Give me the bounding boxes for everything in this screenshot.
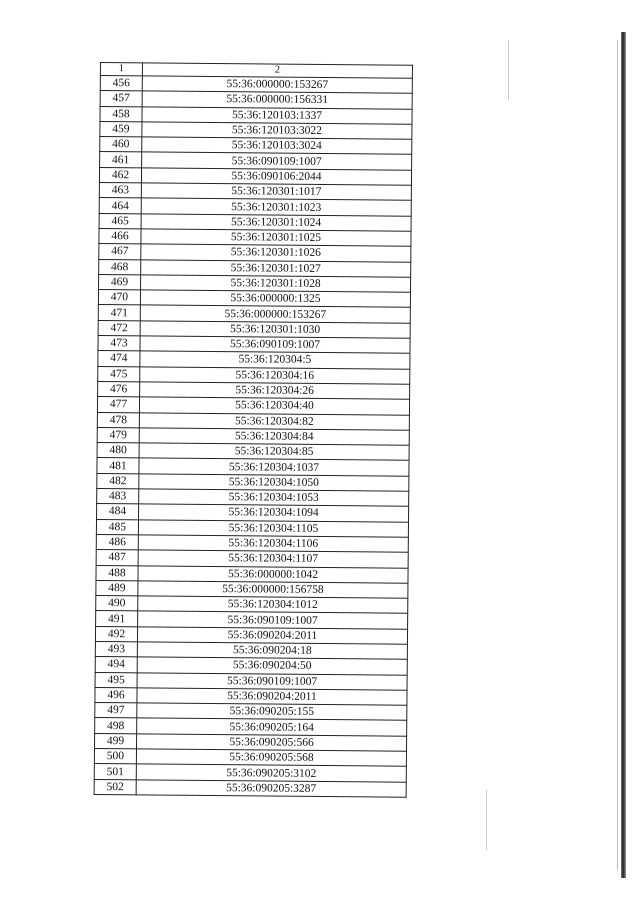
- scan-noise: [508, 40, 509, 100]
- cadastral-number-cell: 55:36:000000:153267: [142, 76, 412, 94]
- scan-noise: [486, 790, 487, 850]
- cadastral-number-cell: 55:36:120304:1107: [138, 550, 408, 568]
- row-number-cell: 470: [98, 290, 140, 306]
- row-number-cell: 493: [95, 641, 137, 657]
- row-number-cell: 487: [96, 550, 138, 566]
- row-number-cell: 500: [94, 749, 136, 765]
- cadastral-number-table: [94, 62, 413, 798]
- cadastral-number-cell: 55:36:120301:1023: [141, 198, 411, 216]
- row-number-cell: 458: [100, 106, 142, 122]
- table-body: [94, 63, 412, 798]
- cadastral-number-cell: 55:36:090204:2011: [137, 627, 407, 645]
- row-number-cell: 476: [98, 381, 140, 397]
- cadastral-number-cell: 55:36:120301:1025: [141, 229, 411, 247]
- cadastral-number-cell: 55:36:090109:1007: [142, 152, 412, 170]
- cadastral-number-cell: 55:36:000000:156331: [142, 91, 412, 109]
- cadastral-number-cell: 55:36:120304:16: [140, 366, 410, 384]
- row-number-cell: 497: [95, 703, 137, 719]
- cadastral-number-cell: 55:36:120301:1026: [141, 244, 411, 262]
- row-number-cell: 473: [98, 336, 140, 352]
- cadastral-number-cell: 55:36:120301:1027: [141, 259, 411, 277]
- row-number-cell: 501: [94, 764, 136, 780]
- cadastral-number-cell: 55:36:120304:1053: [139, 489, 409, 507]
- row-number-cell: 481: [97, 458, 139, 474]
- cadastral-number-cell: 55:36:120304:1094: [139, 504, 409, 522]
- cadastral-number-cell: 55:36:120304:1037: [139, 458, 409, 476]
- row-number-cell: 463: [99, 183, 141, 199]
- row-number-cell: 489: [96, 580, 138, 596]
- column-header-cadastral: 2: [142, 63, 412, 78]
- column-header-number: 1: [100, 63, 142, 76]
- cadastral-number-cell: 55:36:090109:1007: [137, 672, 407, 690]
- cadastral-number-cell: 55:36:090205:3102: [136, 764, 406, 782]
- row-number-cell: 465: [99, 213, 141, 229]
- row-number-cell: 461: [100, 152, 142, 168]
- row-number-cell: 480: [97, 443, 139, 459]
- scan-border-line-thin: [617, 40, 618, 870]
- cadastral-number-cell: 55:36:120304:1105: [138, 519, 408, 537]
- cadastral-number-cell: 55:36:090109:1007: [138, 611, 408, 629]
- cadastral-number-cell: 55:36:090106:2044: [141, 168, 411, 186]
- cadastral-number-cell: 55:36:120301:1024: [141, 214, 411, 232]
- cadastral-number-cell: 55:36:000000:153267: [140, 305, 410, 323]
- cadastral-number-cell: 55:36:090204:50: [137, 657, 407, 675]
- cadastral-number-cell: 55:36:120103:3024: [142, 137, 412, 155]
- row-number-cell: 483: [97, 489, 139, 505]
- row-number-cell: 485: [96, 519, 138, 535]
- cadastral-number-cell: 55:36:090109:1007: [140, 336, 410, 354]
- row-number-cell: 490: [96, 596, 138, 612]
- row-number-cell: 498: [95, 718, 137, 734]
- cadastral-number-cell: 55:36:120304:5: [140, 351, 410, 369]
- cadastral-number-cell: 55:36:120304:40: [139, 397, 409, 415]
- cadastral-number-cell: 55:36:120103:3022: [142, 122, 412, 140]
- cadastral-number-cell: 55:36:120304:26: [140, 382, 410, 400]
- row-number-cell: 460: [100, 137, 142, 153]
- cadastral-number-cell: 55:36:000000:1042: [138, 565, 408, 583]
- row-number-cell: 469: [99, 274, 141, 290]
- cadastral-number-cell: 55:36:090205:3287: [136, 779, 406, 797]
- cadastral-number-cell: 55:36:090205:566: [137, 734, 407, 752]
- row-number-cell: 464: [99, 198, 141, 214]
- row-number-cell: 494: [95, 657, 137, 673]
- cadastral-number-cell: 55:36:120304:1050: [139, 474, 409, 492]
- row-number-cell: 462: [99, 167, 141, 183]
- row-number-cell: 482: [97, 473, 139, 489]
- row-number-cell: 471: [98, 305, 140, 321]
- row-number-cell: 495: [95, 672, 137, 688]
- cadastral-number-cell: 55:36:120304:82: [139, 412, 409, 430]
- row-number-cell: 466: [99, 228, 141, 244]
- cadastral-number-cell: 55:36:090204:18: [137, 642, 407, 660]
- scan-border-line: [621, 32, 626, 878]
- cadastral-number-cell: 55:36:000000:1325: [140, 290, 410, 308]
- cadastral-number-cell: 55:36:120304:85: [139, 443, 409, 461]
- row-number-cell: 474: [98, 351, 140, 367]
- row-number-cell: 477: [97, 397, 139, 413]
- row-number-cell: 488: [96, 565, 138, 581]
- row-number-cell: 457: [100, 91, 142, 107]
- table-row: [94, 779, 406, 797]
- row-number-cell: 491: [96, 611, 138, 627]
- row-number-cell: 484: [97, 504, 139, 520]
- row-number-cell: 499: [95, 733, 137, 749]
- cadastral-number-cell: 55:36:090205:164: [137, 718, 407, 736]
- row-number-cell: 486: [96, 534, 138, 550]
- row-number-cell: 459: [100, 121, 142, 137]
- row-number-cell: 468: [99, 259, 141, 275]
- cadastral-number-cell: 55:36:120301:1030: [140, 321, 410, 339]
- cadastral-number-cell: 55:36:000000:156758: [138, 581, 408, 599]
- row-number-cell: 502: [94, 779, 136, 795]
- row-number-cell: 475: [98, 366, 140, 382]
- cadastral-number-cell: 55:36:090205:568: [136, 749, 406, 767]
- cadastral-number-cell: 55:36:120103:1337: [142, 106, 412, 124]
- row-number-cell: 496: [95, 687, 137, 703]
- cadastral-number-cell: 55:36:120301:1028: [141, 275, 411, 293]
- row-number-cell: 467: [99, 244, 141, 260]
- row-number-cell: 492: [95, 626, 137, 642]
- cadastral-number-cell: 55:36:090205:155: [137, 703, 407, 721]
- cadastral-number-cell: 55:36:120304:84: [139, 428, 409, 446]
- cadastral-number-cell: 55:36:090204:2011: [137, 688, 407, 706]
- row-number-cell: 456: [100, 76, 142, 92]
- cadastral-number-cell: 55:36:120301:1017: [141, 183, 411, 201]
- row-number-cell: 478: [97, 412, 139, 428]
- row-number-cell: 472: [98, 320, 140, 336]
- cadastral-number-cell: 55:36:120304:1012: [138, 596, 408, 614]
- row-number-cell: 479: [97, 427, 139, 443]
- cadastral-number-cell: 55:36:120304:1106: [138, 535, 408, 553]
